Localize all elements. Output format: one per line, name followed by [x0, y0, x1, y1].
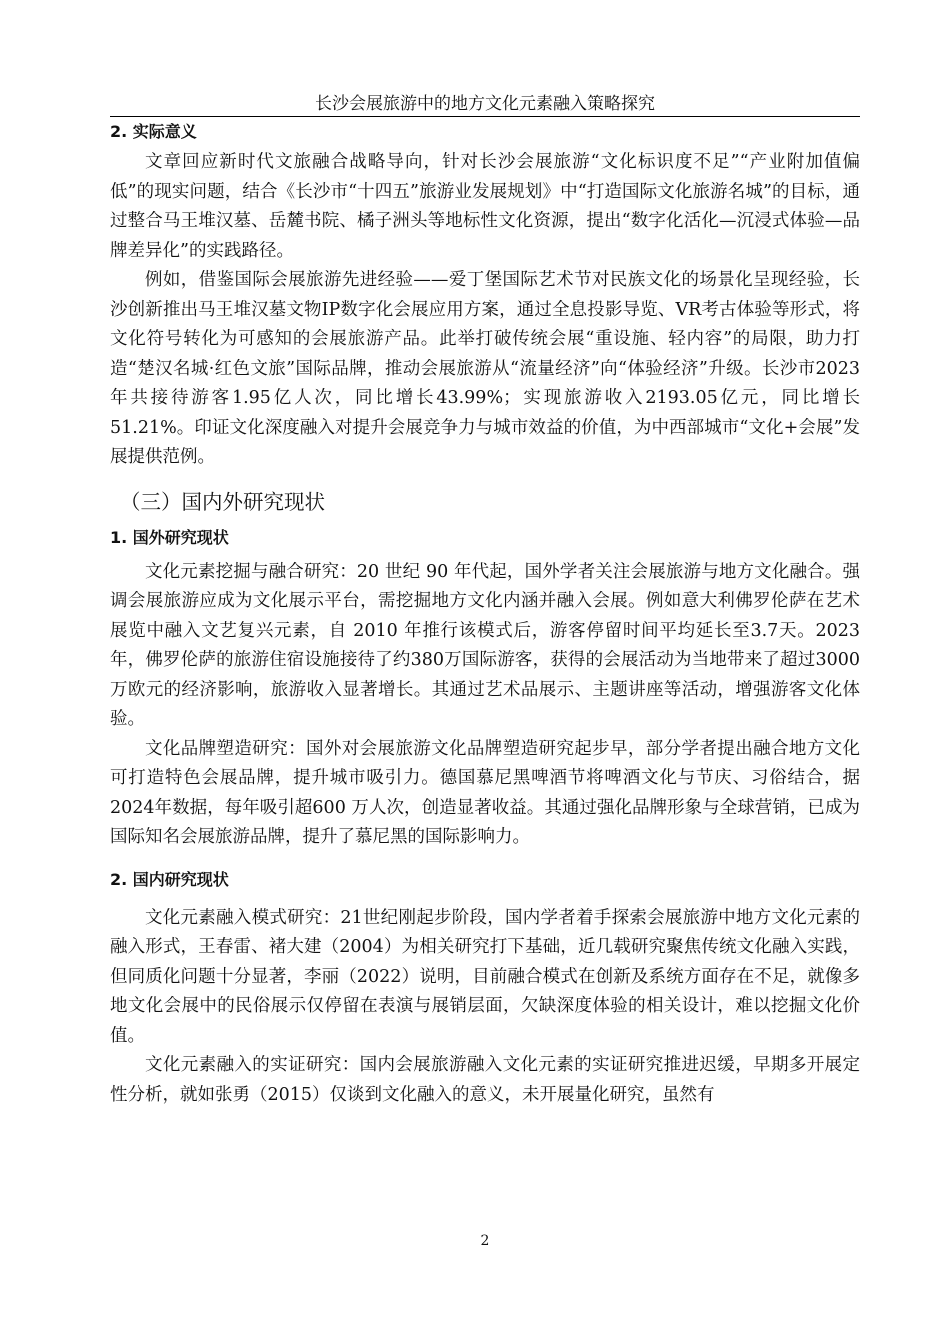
spacer	[110, 853, 860, 864]
paragraph: 文化品牌塑造研究：国外对会展旅游文化品牌塑造研究起步早，部分学者提出融合地方文化可打造特色会展品牌，提升城市吸引力。德国慕尼黑啤酒节将啤酒文化与节庆、习俗结合，据 2024年数据，每年吸引超600 万人次，创造显著收益。其通过强化品牌形象与全球营销，已成为国际知名会展旅游品牌，提升了慕尼黑的国际影响力。	[110, 738, 860, 847]
paragraph: 文化元素挖掘与融合研究：20 世纪 90 年代起，国外学者关注会展旅游与地方文化融合。强调会展旅游应成为文化展示平台，需挖掘地方文化内涵并融入会展。例如意大利佛罗伦萨在艺术展览中融入文艺复兴元素，自 2010 年推行该模式后，游客停留时间平均延长至3.7天。2023年，佛罗伦萨的旅游住宿设施接待了约380万国际游客，获得的会展活动为当地带来了超过3000万欧元的经济影响，旅游收入显著增长。其通过艺术品展示、主题讲座等活动，增强游客文化体验。	[110, 561, 860, 729]
spacer	[110, 896, 860, 904]
page-number: 2	[480, 1233, 490, 1249]
paragraph: 文化元素融入的实证研究：国内会展旅游融入文化元素的实证研究推进迟缓，早期多开展定性分析，就如张勇（2015）仅谈到文化融入的意义，未开展量化研究，虽然有	[110, 1055, 860, 1105]
subheading-domestic-research: 2. 国内研究现状	[110, 869, 229, 889]
page-body	[110, 116, 860, 1110]
section-title-research-status: （三）国内外研究现状	[120, 489, 325, 514]
paragraph: 文章回应新时代文旅融合战略导向，针对长沙会展旅游“文化标识度不足”“产业附加值偏低”的现实问题，结合《长沙市“十四五”旅游业发展规划》中“打造国际文化旅游名城”的目标，通过整合马王堆汉墓、岳麓书院、橘子洲头等地标性文化资源，提出“数字化活化—沉浸式体验—品牌差异化”的实践路径。	[110, 152, 860, 261]
running-header: 长沙会展旅游中的地方文化元素融入策略探究	[315, 94, 655, 114]
subheading-foreign-research: 1. 国外研究现状	[110, 527, 229, 547]
paragraph: 例如，借鉴国际会展旅游先进经验——爱丁堡国际艺术节对民族文化的场景化呈现经验，长沙创新推出马王堆汉墓文物IP数字化会展应用方案，通过全息投影导览、VR考古体验等形式，将文化符号转化为可感知的会展旅游产品。此举打破传统会展“重设施、轻内容”的局限，助力打造“楚汉名城·红色文旅”国际品牌，推动会展旅游从“流量经济”向“体验经济”升级。长沙市2023年共接待游客1.95亿人次，同比增长43.99%；实现旅游收入2193.05亿元，同比增长51.21%。印证文化深度融入对提升会展竞争力与城市效益的价值，为中西部城市“文化+会展”发展提供范例。	[110, 270, 860, 467]
spacer	[110, 473, 860, 486]
subheading-practical-significance: 2. 实际意义	[110, 122, 197, 141]
paragraph: 文化元素融入模式研究：21世纪刚起步阶段，国内学者着手探索会展旅游中地方文化元素的融入形式，王春雷、褚大建（2004）为相关研究打下基础，近几载研究聚焦传统文化融入实践，但同质化问题十分显著，李丽（2022）说明，目前融合模式在创新及系统方面存在不足，就像多地文化会展中的民俗展示仅停留在表演与展销层面，欠缺深度体验的相关设计，难以挖掘文化价值。	[110, 907, 860, 1046]
